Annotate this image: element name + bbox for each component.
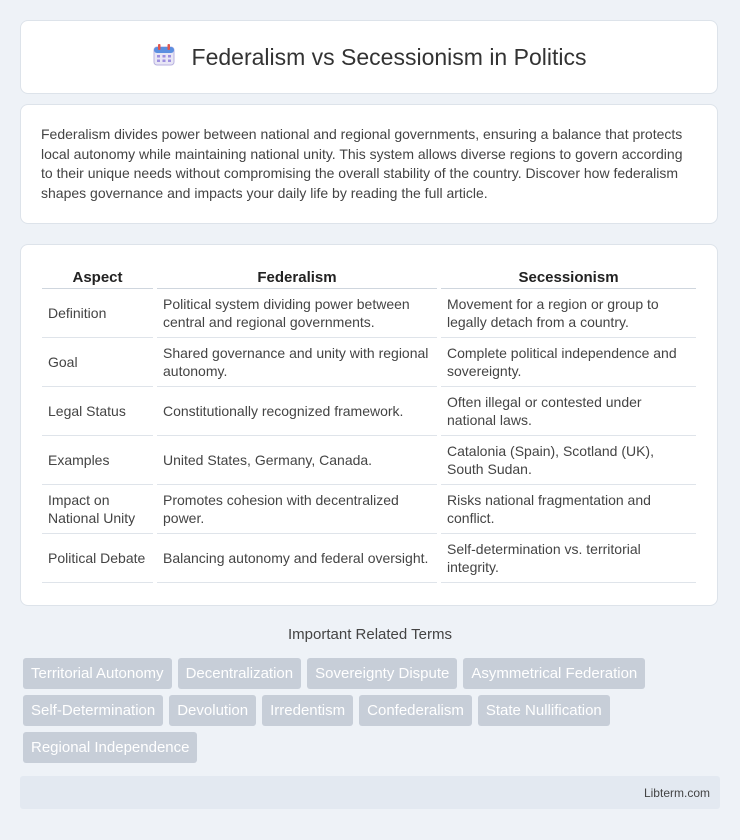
table-row	[42, 534, 696, 583]
related-terms-title: Important Related Terms	[288, 626, 452, 643]
table-row	[42, 485, 696, 534]
table-row	[42, 289, 696, 338]
table-header-row	[42, 267, 696, 289]
aspect-cell: Examples	[42, 436, 153, 485]
related-term-tag[interactable]: Regional Independence	[23, 732, 197, 763]
footer	[20, 776, 720, 809]
footer-site-link[interactable]: Libterm.com	[643, 786, 710, 800]
related-term-tag[interactable]: Decentralization	[178, 658, 302, 689]
aspect-cell: Goal	[42, 338, 153, 387]
secessionism-cell: Movement for a region or group to legally detach from a country.	[441, 289, 696, 338]
table-row	[42, 436, 696, 485]
secessionism-cell: Catalonia (Spain), Scotland (UK), South Sudan.	[441, 436, 696, 485]
related-term-tag[interactable]: Territorial Autonomy	[23, 658, 172, 689]
related-term-tag[interactable]: Sovereignty Dispute	[307, 658, 457, 689]
aspect-cell: Definition	[42, 289, 153, 338]
column-header-federalism: Federalism	[157, 267, 437, 289]
intro-text: Federalism divides power between national and regional governments, ensuring a balance that protects local autonomy while maintaining national unity. This system allows diverse regions to govern according to their unique needs without compromising the overall stability of the country. Discover how federalism shapes governance and impacts your daily life by reading the full article.	[41, 126, 683, 201]
federalism-cell: Shared governance and unity with regional autonomy.	[157, 338, 437, 387]
related-term-tag[interactable]: Devolution	[169, 695, 256, 726]
federalism-cell: Political system dividing power between central and regional governments.	[157, 289, 437, 338]
intro-card	[20, 104, 718, 224]
related-term-tag[interactable]: State Nullification	[478, 695, 610, 726]
column-header-secessionism: Secessionism	[441, 267, 696, 289]
related-term-tag[interactable]: Confederalism	[359, 695, 472, 726]
secessionism-cell: Complete political independence and sovereignty.	[441, 338, 696, 387]
comparison-table-card	[20, 244, 718, 606]
federalism-cell: Balancing autonomy and federal oversight.	[157, 534, 437, 583]
federalism-cell: Constitutionally recognized framework.	[157, 387, 437, 436]
federalism-cell: United States, Germany, Canada.	[157, 436, 437, 485]
related-term-tag[interactable]: Self-Determination	[23, 695, 163, 726]
calendar-icon	[152, 43, 176, 72]
related-term-tag[interactable]: Asymmetrical Federation	[463, 658, 645, 689]
table-row	[42, 387, 696, 436]
secessionism-cell: Self-determination vs. territorial integrity.	[441, 534, 696, 583]
page-title: Federalism vs Secessionism in Politics	[191, 43, 587, 70]
related-term-tag[interactable]: Irredentism	[262, 695, 353, 726]
column-header-aspect: Aspect	[42, 267, 153, 289]
federalism-cell: Promotes cohesion with decentralized power.	[157, 485, 437, 534]
comparison-table	[38, 267, 700, 583]
secessionism-cell: Often illegal or contested under national laws.	[441, 387, 696, 436]
table-row	[42, 338, 696, 387]
aspect-cell: Legal Status	[42, 387, 153, 436]
aspect-cell: Political Debate	[42, 534, 153, 583]
secessionism-cell: Risks national fragmentation and conflict.	[441, 485, 696, 534]
header-card	[20, 20, 718, 94]
related-terms-list	[23, 658, 723, 763]
aspect-cell: Impact on National Unity	[42, 485, 153, 534]
